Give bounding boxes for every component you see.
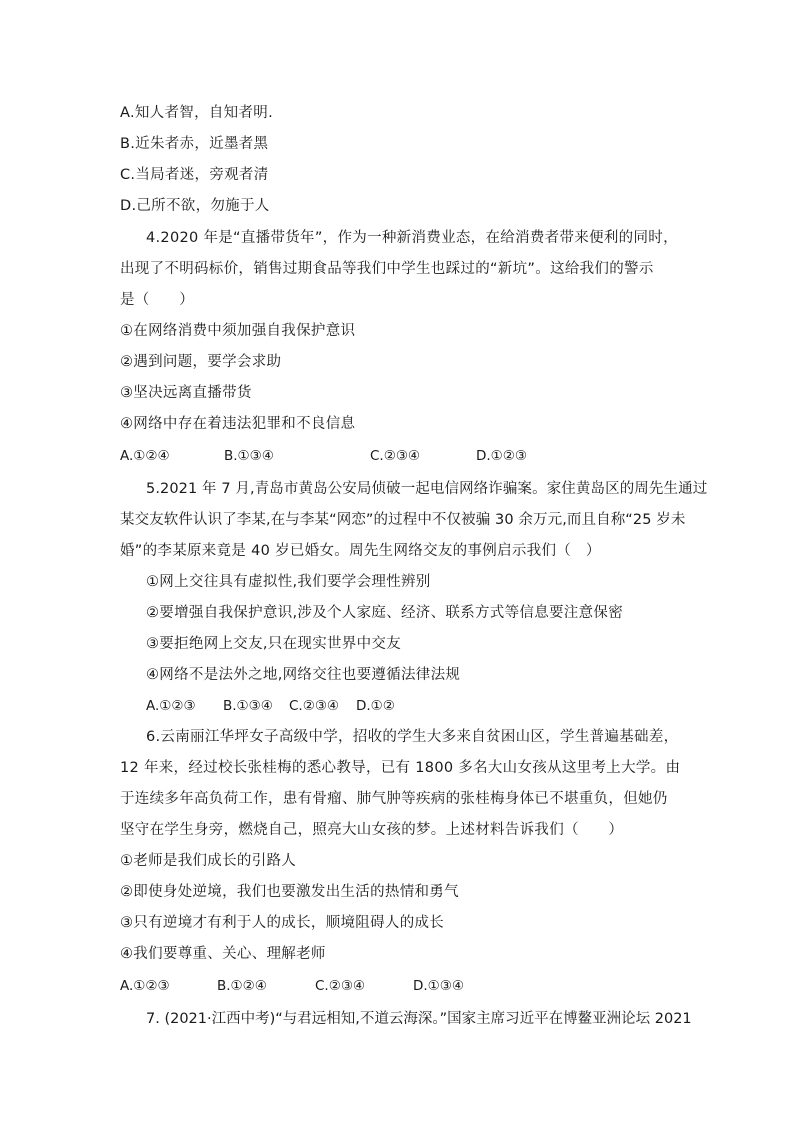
- q5-item: ①网上交往具有虚拟性,我们要学会理性辨别: [146, 574, 431, 590]
- q5-stem-line: 5.2021 年 7 月,青岛市黄岛公安局侦破一起电信网络诈骗案。家住黄岛区的周先生通过: [146, 481, 708, 497]
- q4-item: ②遇到问题，要学会求助: [120, 354, 282, 370]
- q7-stem-line: 7. (2021·江西中考)“与君远相知,不道云海深。”国家主席习近平在博鳌亚洲论坛 2021: [146, 1011, 692, 1027]
- q6-stem-line: 坚守在学生身旁，燃烧自己，照亮大山女孩的梦。上述材料告诉我们（ ）: [120, 822, 624, 838]
- q4-stem-line: 出现了不明码标价，销售过期食品等我们中学生也踩过的“新坑”。这给我们的警示: [120, 261, 654, 277]
- q6-option-b: B.①②④: [217, 978, 267, 994]
- q6-stem-line: 12 年来，经过校长张桂梅的悉心教导，已有 1800 多名大山女孩从这里考上大学。由: [120, 760, 681, 776]
- q4-option-a: A.①②④: [120, 448, 170, 464]
- q6-option-c: C.②③④: [315, 978, 366, 994]
- q4-option-d: D.①②③: [476, 448, 527, 464]
- q5-item: ③要拒绝网上交友,只在现实世界中交友: [146, 636, 402, 652]
- q4-option-b: B.①③④: [224, 448, 274, 464]
- q5-option-c: C.②③④: [289, 698, 340, 714]
- q3-option-b: B.近朱者赤，近墨者黑: [120, 136, 269, 152]
- q5-option-a: A.①②③: [146, 698, 196, 714]
- q4-item: ③坚决远离直播带货: [120, 385, 252, 401]
- q6-stem-line: 6.云南丽江华坪女子高级中学，招收的学生大多来自贫困山区，学生普遍基础差，: [146, 729, 679, 745]
- q6-item: ①老师是我们成长的引路人: [120, 853, 297, 869]
- q6-item: ②即使身处逆境，我们也要激发出生活的热情和勇气: [120, 884, 459, 900]
- q5-stem-line: 某交友软件认识了李某,在与李某“网恋”的过程中不仅被骗 30 余万元,而且自称“25 岁未: [120, 512, 686, 528]
- q5-option-d: D.①②: [356, 698, 395, 714]
- q5-item: ②要增强自我保护意识,涉及个人家庭、经济、联系方式等信息要注意保密: [146, 605, 624, 621]
- q6-stem-line: 于连续多年高负荷工作，患有骨瘤、肺气肿等疾病的张桂梅身体已不堪重负，但她仍: [120, 791, 668, 807]
- q4-stem-line: 是（ ）: [120, 292, 194, 308]
- q4-option-c: C.②③④: [370, 448, 421, 464]
- q5-option-b: B.①③④: [223, 698, 273, 714]
- q5-stem-line: 婚”的李某原来竟是 40 岁已婚女。周先生网络交友的事例启示我们（ ）: [120, 543, 601, 559]
- q5-item: ④网络不是法外之地,网络交往也要遵循法律法规: [146, 667, 461, 683]
- q6-option-a: A.①②③: [120, 978, 170, 994]
- q3-option-c: C.当局者迷，旁观者清: [120, 167, 269, 183]
- q4-stem-line: 4.2020 年是“直播带货年”，作为一种新消费业态，在给消费者带来便利的同时，: [146, 230, 678, 246]
- q4-item: ①在网络消费中须加强自我保护意识: [120, 323, 356, 339]
- q3-option-a: A.知人者智，自知者明.: [120, 105, 273, 121]
- q4-item: ④网络中存在着违法犯罪和不良信息: [120, 416, 356, 432]
- q6-item: ③只有逆境才有利于人的成长，顺境阻碍人的成长: [120, 915, 445, 931]
- q6-option-d: D.①③④: [413, 978, 464, 994]
- q3-option-d: D.己所不欲，勿施于人: [120, 198, 270, 214]
- q6-item: ④我们要尊重、关心、理解老师: [120, 946, 326, 962]
